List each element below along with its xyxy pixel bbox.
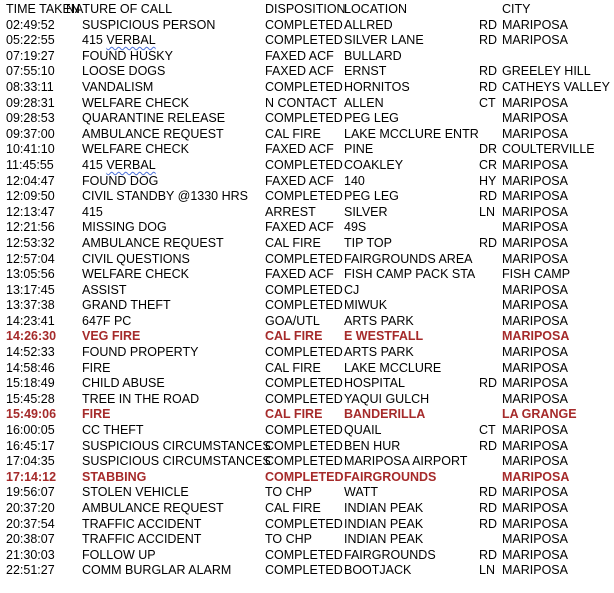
cell-street-suffix: RD [479,516,498,531]
cell-disposition: COMPLETED [265,111,343,126]
cell-nature: 415 [82,204,103,219]
cell-nature: LOOSE DOGS [82,64,166,79]
cell-disposition: FAXED ACF [265,142,334,157]
cell-street-suffix: RD [479,235,498,250]
cell-location: ALLRED [344,17,393,32]
cell-location: WATT [344,485,379,500]
cell-disposition: COMPLETED [265,391,343,406]
cell-nature: SUSPICIOUS CIRCUMSTANCES [82,454,271,469]
cell-nature: FOLLOW UP [82,547,156,562]
cell-time: 10:41:10 [6,142,55,157]
cell-city: MARIPOSA [502,485,568,500]
cell-nature: 415 VERBAL [82,33,156,48]
cell-time: 07:55:10 [6,64,55,79]
cell-disposition: CAL FIRE [265,407,323,422]
cell-street-suffix: RD [479,79,498,94]
spellcheck-flagged-word: VERBAL [106,33,156,48]
cell-disposition: FAXED ACF [265,220,334,235]
cell-location: ALLEN [344,95,384,110]
cell-time: 20:37:54 [6,516,55,531]
cell-city: MARIPOSA [502,235,568,250]
cell-nature: ASSIST [82,282,127,297]
cell-street-suffix: LN [479,204,495,219]
cell-city: MARIPOSA [502,329,570,344]
cell-time: 14:23:41 [6,313,55,328]
cell-nature: TRAFFIC ACCIDENT [82,516,202,531]
cell-time: 19:56:07 [6,485,55,500]
cell-disposition: COMPLETED [265,33,343,48]
cell-city: MARIPOSA [502,547,568,562]
cell-street-suffix: CT [479,95,496,110]
cell-city: MARIPOSA [502,189,568,204]
cell-time: 02:49:52 [6,17,55,32]
cell-nature: QUARANTINE RELEASE [82,111,226,126]
cell-time: 09:37:00 [6,126,55,141]
cell-time: 17:14:12 [6,469,57,484]
cell-nature: WELFARE CHECK [82,95,189,110]
cell-street-suffix: DR [479,142,498,157]
cell-time: 12:53:32 [6,235,55,250]
cell-nature: AMBULANCE REQUEST [82,501,224,515]
cell-street-suffix: RD [479,501,498,515]
cell-city: MARIPOSA [502,313,568,328]
cell-location: BULLARD [344,48,402,63]
cell-location: INDIAN PEAK [344,532,424,547]
cell-disposition: COMPLETED [265,298,343,313]
cell-city: MARIPOSA [502,95,568,110]
cell-location: PINE [344,142,374,157]
cell-street-suffix: RD [479,189,498,204]
cell-location: HORNITOS [344,79,410,94]
cell-time: 15:18:49 [6,376,55,391]
cell-city: MARIPOSA [502,563,568,578]
cell-time: 20:38:07 [6,532,55,547]
cell-city: MARIPOSA [502,360,568,375]
cell-street-suffix: RD [479,485,498,500]
cell-time: 09:28:31 [6,95,55,110]
cell-location: FAIRGROUNDS [344,547,436,562]
cell-disposition: FAXED ACF [265,48,334,63]
cell-city: MARIPOSA [502,438,568,453]
cell-time: 12:04:47 [6,173,55,188]
cell-city: MARIPOSA [502,532,568,547]
cell-street-suffix: RD [479,64,498,79]
cell-location: 49S [344,220,367,235]
cell-disposition: COMPLETED [265,157,343,172]
cell-time: 13:37:38 [6,298,55,313]
cell-location: MARIPOSA AIRPORT [344,454,468,469]
cell-disposition: COMPLETED [265,345,343,360]
cell-location: SILVER [344,204,388,219]
cell-nature: FIRE [82,407,111,422]
cell-time: 22:51:27 [6,563,55,578]
cell-nature: SUSPICIOUS CIRCUMSTANCES [82,438,271,453]
cell-disposition: COMPLETED [265,17,343,32]
cell-city: MARIPOSA [502,454,568,469]
cell-time: 15:45:28 [6,391,55,406]
cell-nature: AMBULANCE REQUEST [82,235,224,250]
cell-location: ERNST [344,64,387,79]
cell-city: MARIPOSA [502,204,568,219]
cell-city: MARIPOSA [502,376,568,391]
cell-street-suffix: RD [479,438,498,453]
cell-location: 140 [344,173,365,188]
cell-nature: TREE IN THE ROAD [82,391,200,406]
cell-street-suffix: CR [479,157,498,172]
cell-street-suffix: LN [479,563,495,578]
cell-nature: STOLEN VEHICLE [82,485,189,500]
cell-location: LAKE MCCLURE [344,360,442,375]
cell-nature: CHILD ABUSE [82,376,165,391]
cell-location: FISH CAMP PACK STA [344,267,476,282]
cell-disposition: COMPLETED [265,376,343,391]
cell-city: MARIPOSA [502,251,568,266]
cell-nature: FIRE [82,360,111,375]
cell-disposition: COMPLETED [265,189,343,204]
cell-location: BOOTJACK [344,563,412,578]
cell-city: MARIPOSA [502,126,568,141]
cell-location: YAQUI GULCH [344,391,430,406]
cell-disposition: TO CHP [265,532,312,547]
header-location: LOCATION [344,2,407,16]
cell-time: 12:21:56 [6,220,55,235]
cell-disposition: COMPLETED [265,282,343,297]
cell-city: MARIPOSA [502,220,568,235]
cell-location: PEG LEG [344,111,399,126]
cell-nature: WELFARE CHECK [82,267,189,282]
cell-disposition: N CONTACT [265,95,337,110]
cell-nature: CC THEFT [82,423,144,438]
cell-location: FAIRGROUNDS AREA [344,251,473,266]
cell-street-suffix: CT [479,423,496,438]
cell-location: FAIRGROUNDS [344,469,437,484]
cell-disposition: COMPLETED [265,454,343,469]
cell-nature: WELFARE CHECK [82,142,189,157]
cell-time: 13:17:45 [6,282,55,297]
header-disposition: DISPOSITION [265,2,346,16]
cell-city: MARIPOSA [502,391,568,406]
cell-nature: FOUND PROPERTY [82,345,199,360]
cell-nature: STABBING [82,469,147,484]
cell-nature: VEG FIRE [82,329,141,344]
cell-city: CATHEYS VALLEY [502,79,610,94]
cell-city: MARIPOSA [502,282,568,297]
cell-nature: FOUND DOG [82,173,159,188]
cell-time: 12:57:04 [6,251,55,266]
cell-nature: GRAND THEFT [82,298,171,313]
cell-location: QUAIL [344,423,382,438]
cell-location: SILVER LANE [344,33,424,48]
cell-city: MARIPOSA [502,157,568,172]
cell-disposition: COMPLETED [265,423,343,438]
cell-location: ARTS PARK [344,313,414,328]
header-time-taken: TIME TAKEN [6,2,80,16]
cell-city: MARIPOSA [502,33,568,48]
cell-disposition: CAL FIRE [265,235,321,250]
cell-nature: 647F PC [82,313,132,328]
cell-disposition: COMPLETED [265,438,343,453]
cell-time: 14:58:46 [6,360,55,375]
cell-city: LA GRANGE [502,407,577,422]
cell-time: 12:13:47 [6,204,55,219]
cell-nature: CIVIL QUESTIONS [82,251,190,266]
cell-location: PEG LEG [344,189,399,204]
cell-location: BANDERILLA [344,407,426,422]
cell-time: 14:52:33 [6,345,55,360]
cell-disposition: FAXED ACF [265,267,334,282]
header-nature-of-call: NATURE OF CALL [66,2,173,16]
cell-disposition: COMPLETED [265,547,343,562]
cell-nature: TRAFFIC ACCIDENT [82,532,202,547]
cell-city: MARIPOSA [502,111,568,126]
cell-location: ARTS PARK [344,345,414,360]
cell-location: COAKLEY [344,157,404,172]
cell-disposition: CAL FIRE [265,329,323,344]
cell-disposition: FAXED ACF [265,64,334,79]
cell-time: 16:45:17 [6,438,55,453]
cell-city: MARIPOSA [502,501,568,515]
cell-location: E WESTFALL [344,329,424,344]
cell-street-suffix: RD [479,17,498,32]
cell-nature: AMBULANCE REQUEST [82,126,224,141]
cell-disposition: CAL FIRE [265,126,321,141]
cell-time: 07:19:27 [6,48,55,63]
cell-street-suffix: RD [479,547,498,562]
cell-nature: MISSING DOG [82,220,167,235]
spellcheck-flagged-word: VERBAL [106,157,156,172]
cell-street-suffix: HY [479,173,497,188]
cell-time: 11:45:55 [6,157,54,172]
cell-location: BEN HUR [344,438,401,453]
cell-time: 15:49:06 [6,407,57,422]
cell-nature: SUSPICIOUS PERSON [82,17,216,32]
cell-city: MARIPOSA [502,345,568,360]
cell-city: FISH CAMP [502,267,571,282]
cell-city: GREELEY HILL [502,64,591,79]
cell-city: MARIPOSA [502,298,568,313]
cell-time: 05:22:55 [6,33,55,48]
cell-disposition: TO CHP [265,485,312,500]
cell-time: 20:37:20 [6,501,55,515]
cell-time: 12:09:50 [6,189,55,204]
cell-nature: VANDALISM [82,79,154,94]
cell-time: 09:28:53 [6,111,55,126]
cell-disposition: COMPLETED [265,516,343,531]
cell-disposition: COMPLETED [265,251,343,266]
cell-time: 13:05:56 [6,267,55,282]
cell-nature: COMM BURGLAR ALARM [82,563,232,578]
cell-nature: FOUND HUSKY [82,48,173,63]
cell-location: MIWUK [344,298,388,313]
cell-city: COULTERVILLE [502,142,595,157]
cell-disposition: COMPLETED [265,79,343,94]
cell-nature: 415 VERBAL [82,157,156,172]
cell-street-suffix: RD [479,376,498,391]
cell-disposition: GOA/UTL [265,313,320,328]
cell-disposition: COMPLETED [265,469,344,484]
header-city: CITY [502,2,531,16]
cell-city: MARIPOSA [502,17,568,32]
cell-time: 17:04:35 [6,454,55,469]
cell-disposition: ARREST [265,204,316,219]
cell-time: 14:26:30 [6,329,57,344]
cell-street-suffix: RD [479,33,498,48]
cell-time: 21:30:03 [6,547,55,562]
cell-city: MARIPOSA [502,469,570,484]
cell-disposition: FAXED ACF [265,173,334,188]
cell-location: TIP TOP [344,235,392,250]
cell-nature: CIVIL STANDBY @1330 HRS [82,189,248,204]
cell-location: CJ [344,282,360,297]
cell-disposition: CAL FIRE [265,360,321,375]
cell-location: INDIAN PEAK [344,501,424,515]
cell-disposition: CAL FIRE [265,501,321,515]
cell-city: MARIPOSA [502,516,568,531]
cell-location: LAKE MCCLURE ENTR [344,126,479,141]
cell-time: 16:00:05 [6,423,55,438]
cell-city: MARIPOSA [502,173,568,188]
cell-location: HOSPITAL [344,376,405,391]
cell-time: 08:33:11 [6,79,54,94]
cell-disposition: COMPLETED [265,563,343,578]
cell-city: MARIPOSA [502,423,568,438]
cell-location: INDIAN PEAK [344,516,424,531]
